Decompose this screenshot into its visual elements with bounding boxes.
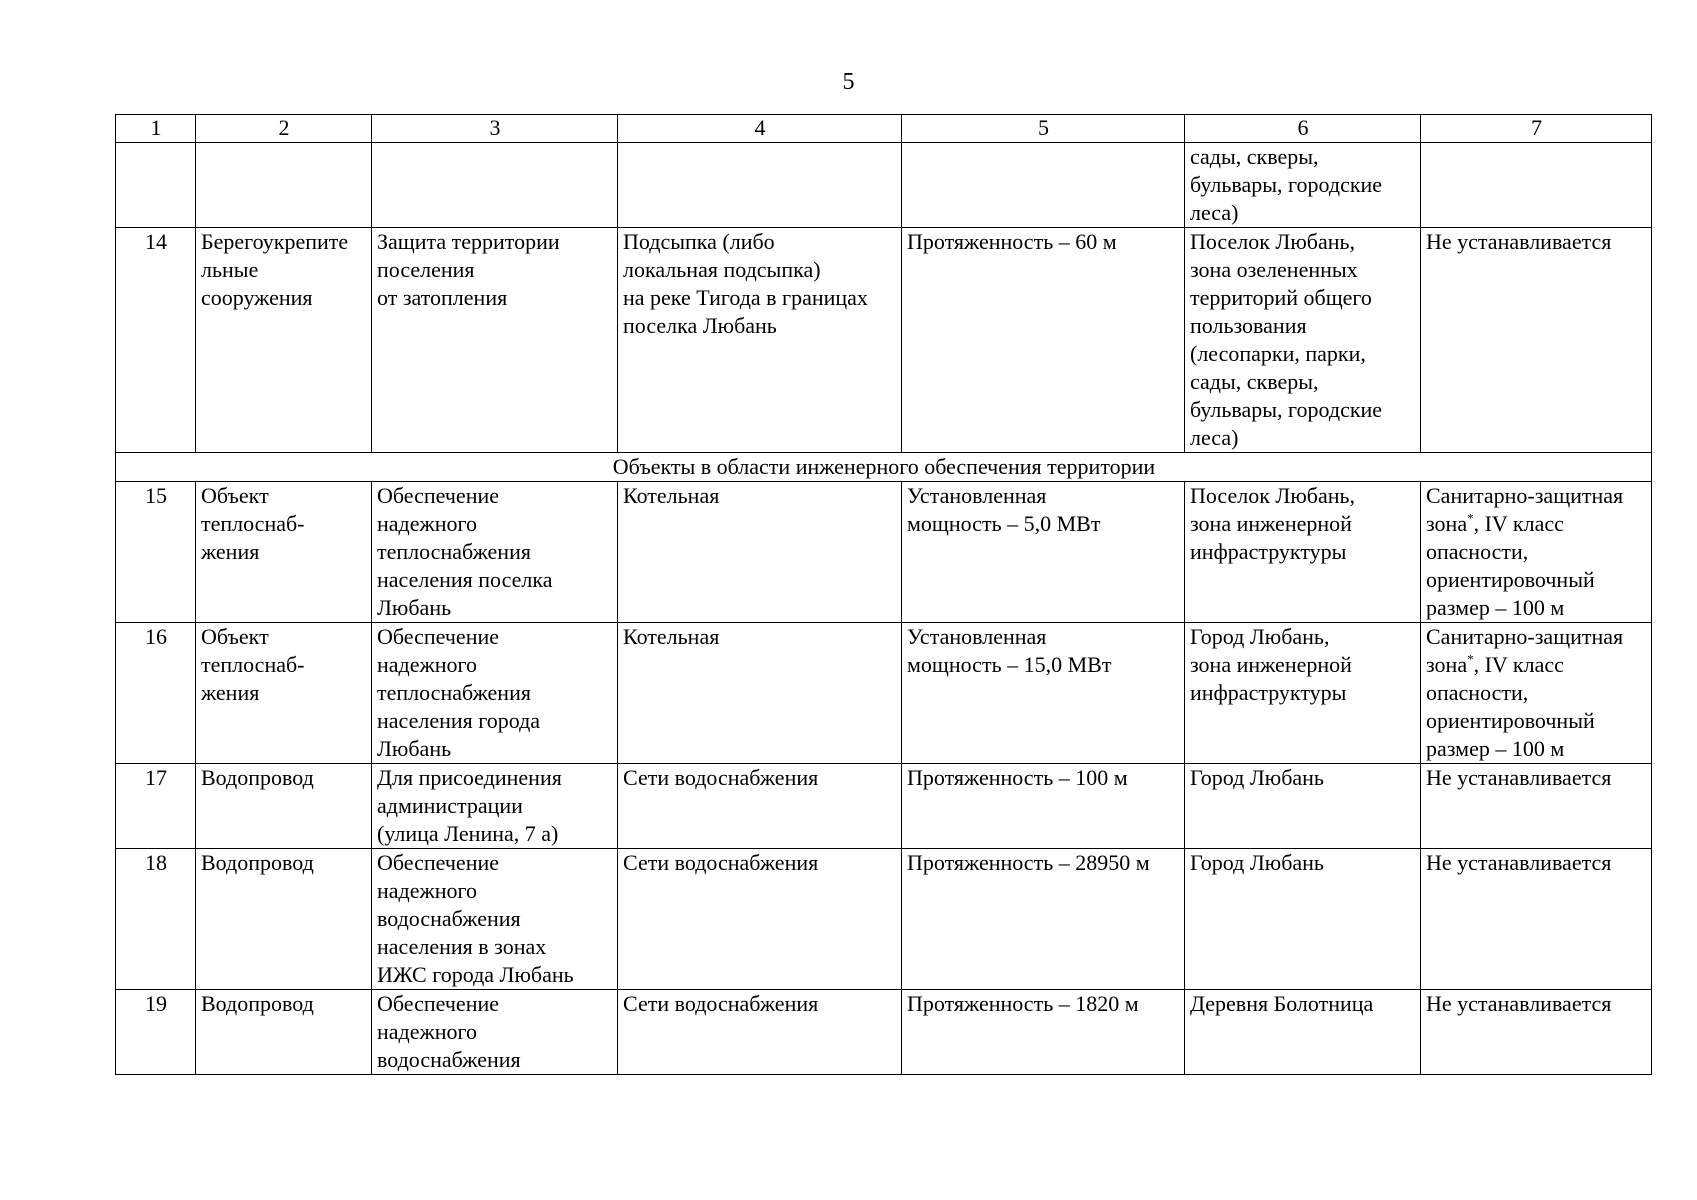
object-name: Водопровод (196, 764, 372, 849)
table-row-15 (116, 482, 1652, 623)
table-row-19 (116, 990, 1652, 1075)
header-col-5: 5 (902, 115, 1185, 143)
header-col-2: 2 (196, 115, 372, 143)
header-col-1: 1 (116, 115, 196, 143)
objects-table (115, 114, 1652, 1075)
row-number: 18 (116, 849, 196, 990)
object-purpose: Обеспечение надежного теплоснабжения населения поселка Любань (372, 482, 618, 623)
table-row-18 (116, 849, 1652, 990)
row-number: 15 (116, 482, 196, 623)
object-description: Сети водоснабжения (618, 990, 902, 1075)
table-cell (1421, 143, 1652, 228)
table-cell: сады, скверы, бульвары, городские леса) (1185, 143, 1421, 228)
object-zone: Не устанавливается (1421, 228, 1652, 453)
object-purpose: Для присоединения администрации (улица Ленина, 7 а) (372, 764, 618, 849)
object-characteristics: Установленная мощность – 5,0 МВт (902, 482, 1185, 623)
object-location: Город Любань, зона инженерной инфраструктуры (1185, 623, 1421, 764)
table-row-17 (116, 764, 1652, 849)
object-zone (1421, 482, 1652, 623)
table-row-14 (116, 228, 1652, 453)
object-name: Объект теплоснаб- жения (196, 482, 372, 623)
object-purpose: Обеспечение надежного водоснабжения населения в зонах ИЖС города Любань (372, 849, 618, 990)
object-zone: Не устанавливается (1421, 849, 1652, 990)
footnote-mark: * (1467, 510, 1474, 526)
object-location: Поселок Любань, зона озелененных территорий общего пользования (лесопарки, парки, сады, скверы, бульвары, городские леса) (1185, 228, 1421, 453)
object-characteristics: Протяженность – 1820 м (902, 990, 1185, 1075)
object-characteristics: Установленная мощность – 15,0 МВт (902, 623, 1185, 764)
table-cell (372, 143, 618, 228)
object-purpose: Обеспечение надежного теплоснабжения населения города Любань (372, 623, 618, 764)
zone-text: Санитарно-защитная зона (1426, 483, 1624, 536)
section-row (116, 453, 1652, 482)
table-cell (196, 143, 372, 228)
object-name: Объект теплоснаб- жения (196, 623, 372, 764)
table-cell (902, 143, 1185, 228)
object-description: Сети водоснабжения (618, 849, 902, 990)
header-col-7: 7 (1421, 115, 1652, 143)
table-row-continued (116, 143, 1652, 228)
object-name: Водопровод (196, 849, 372, 990)
footnote-mark: * (1467, 651, 1474, 667)
object-location: Деревня Болотница (1185, 990, 1421, 1075)
object-zone (1421, 623, 1652, 764)
row-number: 14 (116, 228, 196, 453)
object-characteristics: Протяженность – 28950 м (902, 849, 1185, 990)
section-title: Объекты в области инженерного обеспечения территории (116, 453, 1652, 482)
row-number: 19 (116, 990, 196, 1075)
object-description: Котельная (618, 623, 902, 764)
header-col-3: 3 (372, 115, 618, 143)
object-description: Подсыпка (либо локальная подсыпка) на реке Тигода в границах поселка Любань (618, 228, 902, 453)
table-cell (116, 143, 196, 228)
zone-text: , IV класс опасности, ориентировочный размер – 100 м (1426, 511, 1595, 620)
header-col-6: 6 (1185, 115, 1421, 143)
table-cell (618, 143, 902, 228)
zone-text: Санитарно-защитная зона (1426, 624, 1624, 677)
object-location: Город Любань (1185, 764, 1421, 849)
table-row-16 (116, 623, 1652, 764)
zone-text: , IV класс опасности, ориентировочный размер – 100 м (1426, 652, 1595, 761)
object-characteristics: Протяженность – 60 м (902, 228, 1185, 453)
object-location: Город Любань (1185, 849, 1421, 990)
header-row (116, 115, 1652, 143)
object-zone: Не устанавливается (1421, 990, 1652, 1075)
row-number: 17 (116, 764, 196, 849)
object-description: Сети водоснабжения (618, 764, 902, 849)
object-name: Водопровод (196, 990, 372, 1075)
page-number: 5 (842, 69, 855, 95)
header-col-4: 4 (618, 115, 902, 143)
object-purpose: Защита территории поселения от затопления (372, 228, 618, 453)
object-name: Берегоукрепите льные сооружения (196, 228, 372, 453)
object-description: Котельная (618, 482, 902, 623)
object-characteristics: Протяженность – 100 м (902, 764, 1185, 849)
row-number: 16 (116, 623, 196, 764)
object-purpose: Обеспечение надежного водоснабжения (372, 990, 618, 1075)
object-location: Поселок Любань, зона инженерной инфраструктуры (1185, 482, 1421, 623)
object-zone: Не устанавливается (1421, 764, 1652, 849)
